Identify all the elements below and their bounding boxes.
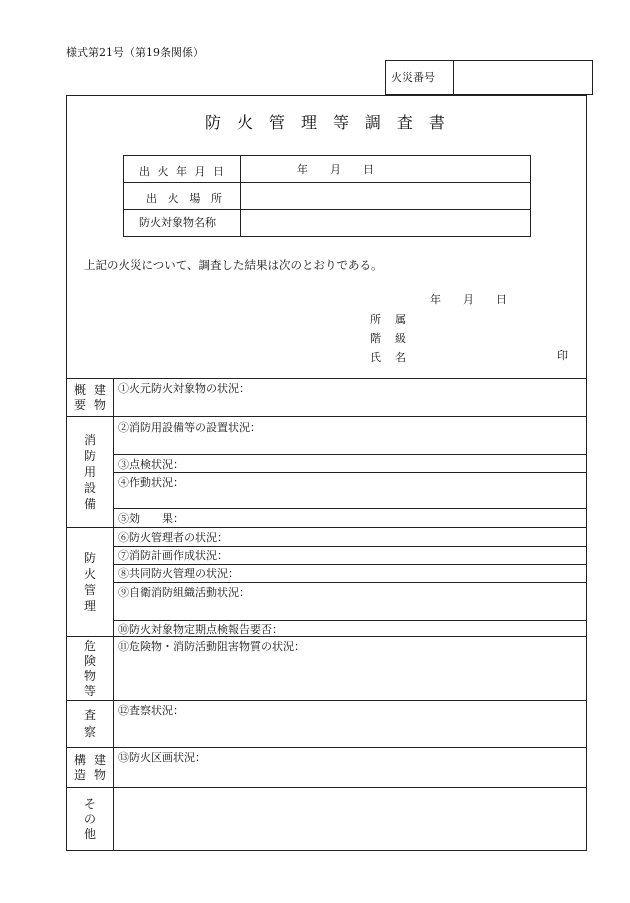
section-label-fire-equipment bbox=[67, 417, 113, 527]
info-col-divider bbox=[240, 155, 241, 237]
place-label-char: 場 bbox=[189, 192, 201, 205]
label-char: 物 bbox=[94, 397, 107, 412]
section-label-building-structure bbox=[67, 748, 113, 787]
row-divider bbox=[113, 508, 587, 509]
name-label-char: 氏 bbox=[370, 351, 381, 364]
rank-label-char: 級 bbox=[395, 332, 406, 345]
date-label-char: 日 bbox=[213, 165, 224, 178]
row-divider bbox=[113, 582, 587, 583]
object-label: 防火対象物名称 bbox=[139, 216, 216, 229]
item-building-status: ①火元防火対象物の状況： bbox=[118, 382, 250, 395]
label-char: 険 bbox=[83, 653, 96, 668]
label-char: 等 bbox=[83, 683, 96, 698]
affiliation-label bbox=[370, 311, 406, 327]
fire-number-label: 火災番号 bbox=[391, 71, 435, 84]
section-divider bbox=[66, 378, 587, 379]
seal-mark: 印 bbox=[557, 349, 568, 362]
place-label-char: 出 bbox=[146, 192, 157, 205]
document-title bbox=[205, 113, 445, 133]
label-char: 構 bbox=[73, 752, 86, 767]
item-inspection-status: ③点検状況： bbox=[118, 458, 184, 471]
section-divider bbox=[66, 747, 587, 748]
date-field[interactable] bbox=[242, 157, 529, 181]
label-char: 用 bbox=[83, 465, 96, 479]
label-char: 他 bbox=[83, 826, 96, 841]
label-char: 察 bbox=[83, 725, 96, 739]
title-char: 火 bbox=[236, 113, 253, 132]
answer-field[interactable] bbox=[114, 396, 586, 415]
item-equipment-installation: ②消防用設備等の設置状況： bbox=[118, 421, 261, 434]
fire-number-field[interactable] bbox=[455, 62, 591, 93]
item-hazardous-materials: ⑪危険物・消防活動阻害物質の状況： bbox=[118, 640, 305, 653]
date-label-char: 火 bbox=[157, 165, 169, 178]
title-char: 防 bbox=[205, 113, 222, 132]
answer-field[interactable] bbox=[114, 490, 586, 507]
name-label bbox=[370, 349, 406, 365]
row-divider bbox=[113, 546, 587, 547]
label-char: そ bbox=[83, 796, 96, 811]
item-effect: ⑤効 果： bbox=[118, 512, 184, 525]
label-char: 物 bbox=[83, 668, 96, 683]
item-fire-compartment: ⑬防火区画状況： bbox=[118, 751, 206, 764]
label-char: 危 bbox=[83, 638, 96, 653]
date-label-char: 月 bbox=[194, 165, 206, 178]
label-char: 建 bbox=[94, 752, 107, 767]
section-label-fire-management bbox=[67, 528, 113, 636]
item-operation-status: ④作動状況： bbox=[118, 476, 184, 489]
rank-label bbox=[370, 330, 406, 346]
place-label-char: 所 bbox=[210, 192, 222, 205]
title-char: 等 bbox=[332, 113, 349, 132]
section-label-hazardous bbox=[67, 637, 113, 700]
label-char: 火 bbox=[83, 567, 96, 581]
row-divider bbox=[113, 454, 587, 455]
label-char: 理 bbox=[83, 599, 96, 613]
title-char: 書 bbox=[428, 113, 445, 132]
section-divider bbox=[66, 700, 587, 701]
answer-field[interactable] bbox=[114, 766, 586, 786]
signature-date: 年 月 日 bbox=[430, 293, 507, 306]
place-label-char: 火 bbox=[167, 192, 179, 205]
label-char: 防 bbox=[83, 449, 96, 463]
affiliation-label-char: 所 bbox=[370, 313, 381, 326]
section-divider bbox=[66, 636, 587, 637]
label-char: 管 bbox=[83, 583, 96, 597]
title-char: 査 bbox=[396, 113, 413, 132]
answer-field[interactable] bbox=[114, 720, 586, 746]
title-char: 調 bbox=[364, 113, 381, 132]
row-divider bbox=[113, 620, 587, 621]
label-char: 査 bbox=[83, 708, 96, 722]
item-periodic-inspection: ⑩防火対象物定期点検報告要否： bbox=[118, 623, 283, 636]
name-label-char: 名 bbox=[395, 351, 406, 364]
label-char: の bbox=[83, 811, 96, 826]
label-char: 建 bbox=[94, 382, 107, 397]
label-char: 要 bbox=[73, 397, 86, 412]
section-label-building-overview bbox=[67, 379, 113, 416]
fire-number-divider bbox=[453, 60, 454, 95]
rank-label-char: 階 bbox=[370, 332, 381, 345]
date-label-char: 出 bbox=[139, 165, 150, 178]
answer-field[interactable] bbox=[114, 600, 586, 619]
label-char: 備 bbox=[83, 497, 96, 511]
form-number: 様式第21号（第19条関係） bbox=[66, 46, 204, 59]
info-row-divider bbox=[123, 182, 531, 183]
title-char: 理 bbox=[300, 113, 317, 132]
place-label bbox=[146, 190, 222, 206]
statement-text: 上記の火災について、調査した結果は次のとおりである。 bbox=[84, 258, 383, 272]
item-inspection-record: ⑫査察状況： bbox=[118, 704, 184, 717]
section-label-inspection bbox=[67, 701, 113, 747]
title-char: 管 bbox=[268, 113, 285, 132]
item-fire-manager: ⑥防火管理者の状況： bbox=[118, 531, 228, 544]
date-label bbox=[139, 163, 224, 179]
item-self-defense-org: ⑨自衛消防組織活動状況： bbox=[118, 586, 250, 599]
item-fire-plan: ⑦消防計画作成状況： bbox=[118, 549, 228, 562]
date-value: 年 月 日 bbox=[297, 163, 374, 176]
item-joint-management: ⑧共同防火管理の状況： bbox=[118, 567, 239, 580]
object-field[interactable] bbox=[242, 211, 529, 235]
answer-field[interactable] bbox=[114, 789, 586, 849]
section-divider bbox=[66, 787, 587, 788]
place-field[interactable] bbox=[242, 184, 529, 208]
section-label-other bbox=[67, 788, 113, 850]
label-char: 設 bbox=[83, 481, 96, 495]
section-divider bbox=[66, 527, 587, 528]
answer-field[interactable] bbox=[114, 656, 586, 699]
label-char: 防 bbox=[83, 551, 96, 565]
info-row-divider bbox=[123, 209, 531, 210]
affiliation-label-char: 属 bbox=[395, 313, 406, 326]
label-char: 造 bbox=[73, 767, 86, 782]
label-char: 物 bbox=[94, 767, 107, 782]
answer-field[interactable] bbox=[114, 436, 586, 453]
row-divider bbox=[113, 564, 587, 565]
label-char: 消 bbox=[83, 433, 96, 447]
label-char: 概 bbox=[73, 382, 86, 397]
date-label-char: 年 bbox=[176, 165, 187, 178]
row-divider bbox=[113, 472, 587, 473]
section-divider bbox=[66, 416, 587, 417]
